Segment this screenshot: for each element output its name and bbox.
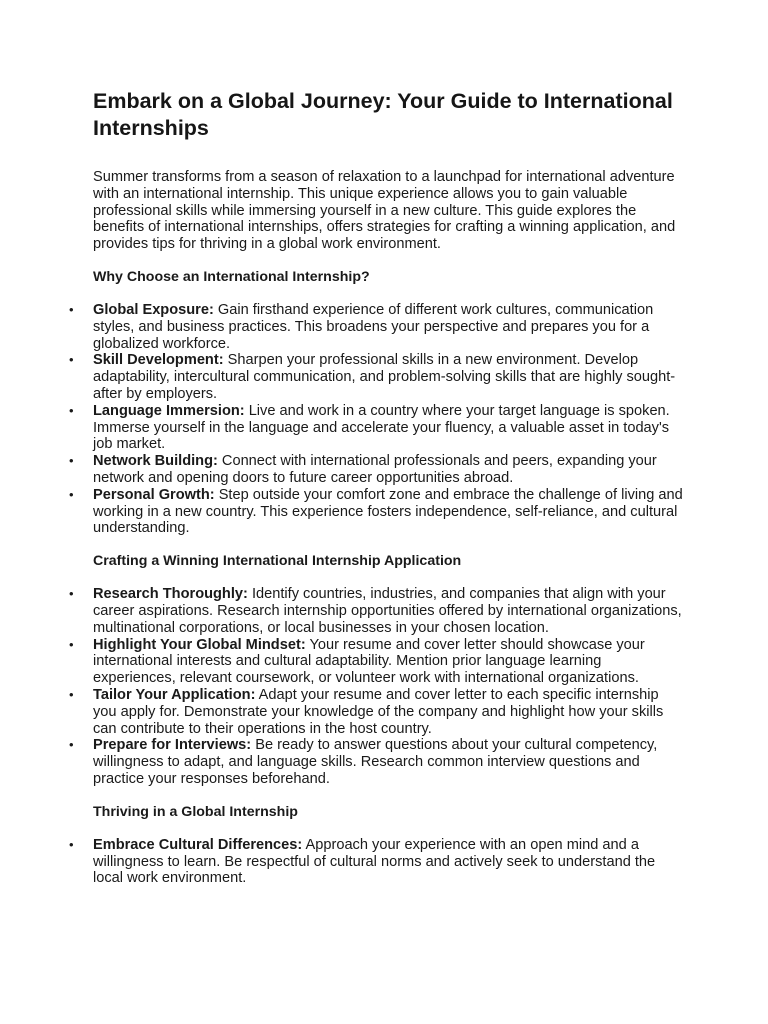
- item-description: Live and work in a country where your target language is spoken. Immerse yourself in the language and accelerate your fluency, a valuable asset in today's job market.: [93, 402, 670, 453]
- intro-paragraph: Summer transforms from a season of relaxation to a launchpad for international adventure with an international internship. This unique experience allows you to gain valuable professional skills while immersing yourself in a new culture. This guide explores the benefits of international internships, offers strategies for crafting a winning application, and provides tips for thriving in a global work environment.: [93, 169, 676, 253]
- item-term: Global Exposure:: [93, 301, 214, 318]
- bullet-icon: •: [69, 402, 74, 418]
- item-description: Your resume and cover letter should showcase your international interests and cultural adaptability. Mention prior language learning experiences, relevant coursework, or volunteer work with international organizations.: [93, 636, 645, 687]
- list-item: [69, 301, 683, 352]
- item-term: Network Building:: [93, 453, 218, 470]
- list-item: [69, 453, 683, 487]
- item-description: Step outside your comfort zone and embrace the challenge of living and working in a new country. This experience fosters independence, self-reliance, and cultural understanding.: [93, 486, 683, 537]
- bullet-icon: •: [69, 486, 74, 502]
- bullet-icon: •: [69, 636, 74, 652]
- section-heading: Why Choose an International Internship?: [93, 268, 370, 285]
- item-term: Skill Development:: [93, 352, 224, 369]
- list-item: [69, 737, 683, 787]
- bullet-list: [69, 586, 683, 788]
- bullet-list: [69, 301, 683, 537]
- bullet-icon: •: [69, 836, 74, 852]
- bullet-list: [69, 836, 683, 887]
- bullet-icon: •: [69, 686, 74, 702]
- item-term: Research Thoroughly:: [93, 586, 248, 603]
- list-item: [69, 486, 683, 537]
- list-item: [69, 586, 683, 636]
- item-description: Gain firsthand experience of different work cultures, communication styles, and business practices. This broadens your perspective and prepares you for a globalized workforce.: [93, 301, 654, 352]
- item-description: Adapt your resume and cover letter to each specific internship you apply for. Demonstrate your knowledge of the company and highlight how your skills can contribute to their operations in the host country.: [93, 686, 664, 737]
- section-heading: Thriving in a Global Internship: [93, 803, 298, 820]
- list-item: [69, 836, 683, 887]
- item-term: Prepare for Interviews:: [93, 737, 252, 754]
- item-description: Approach your experience with an open mind and a willingness to learn. Be respectful of cultural norms and actively seek to understand the local work environment.: [93, 836, 656, 887]
- bullet-icon: •: [69, 586, 74, 602]
- document-page: [69, 88, 683, 903]
- item-description: Identify countries, industries, and companies that align with your career aspirations. Research internship opportunities offered by international organizations, multinational corporations, or local businesses in your chosen location.: [93, 586, 682, 636]
- document-title: Embark on a Global Journey: Your Guide to International Internships: [93, 89, 673, 140]
- section-heading: Crafting a Winning International Internship Application: [93, 553, 462, 570]
- item-term: Language Immersion:: [93, 402, 245, 419]
- bullet-icon: •: [69, 352, 74, 368]
- item-description: Be ready to answer questions about your cultural competency, willingness to adapt, and language skills. Research common interview questions and practice your responses beforehand.: [93, 737, 658, 787]
- bullet-icon: •: [69, 301, 74, 317]
- list-item: [69, 636, 683, 687]
- list-item: [69, 686, 683, 737]
- bullet-icon: •: [69, 737, 74, 753]
- item-description: Sharpen your professional skills in a new environment. Develop adaptability, intercultural communication, and problem-solving skills that are highly sought-after by employers.: [93, 352, 676, 402]
- item-description: Connect with international professionals and peers, expanding your network and opening doors to future career opportunities abroad.: [93, 453, 657, 486]
- bullet-icon: •: [69, 453, 74, 469]
- item-term: Embrace Cultural Differences:: [93, 836, 303, 853]
- sections-container: [69, 268, 683, 887]
- list-item: [69, 402, 683, 453]
- item-term: Tailor Your Application:: [93, 686, 256, 703]
- item-term: Personal Growth:: [93, 486, 215, 503]
- item-term: Highlight Your Global Mindset:: [93, 636, 306, 653]
- list-item: [69, 352, 683, 402]
